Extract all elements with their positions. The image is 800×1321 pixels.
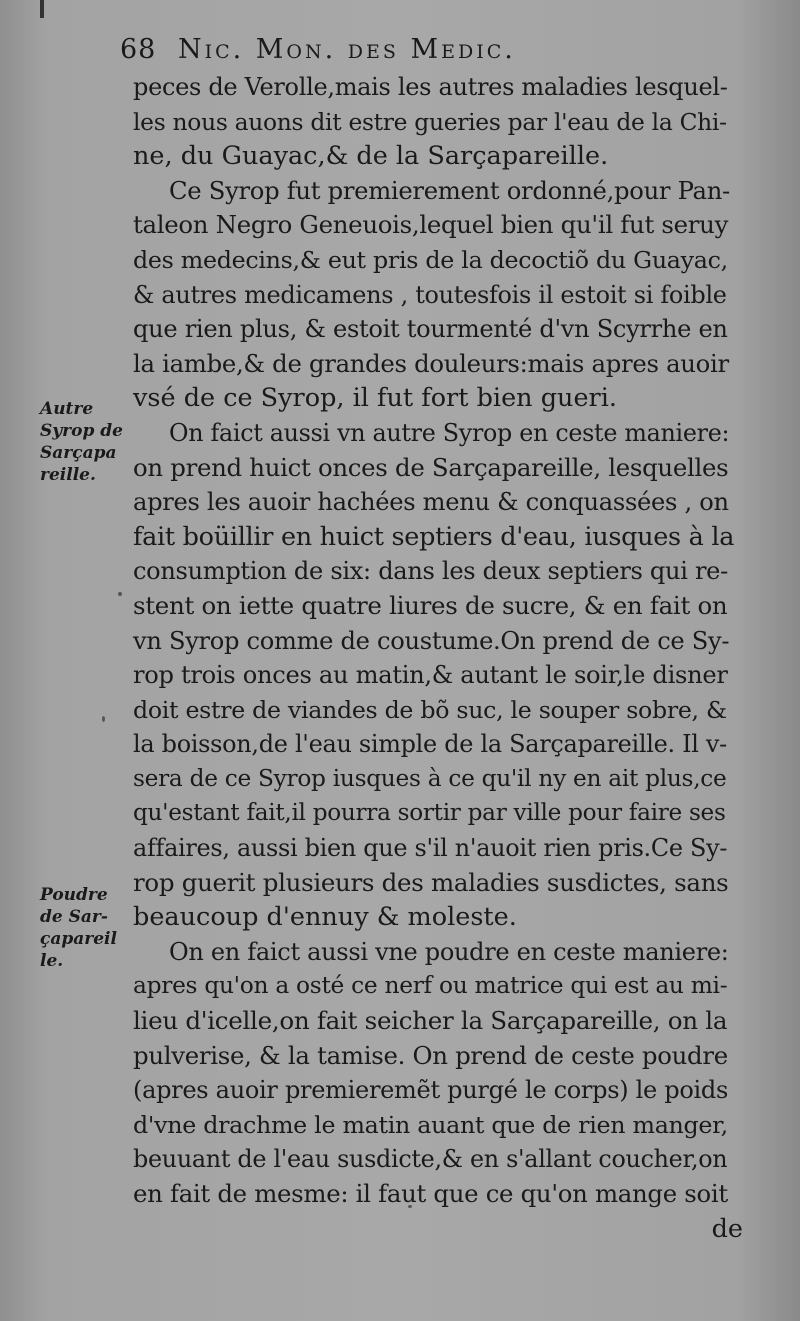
text-line: beuuant de l'eau susdicte,& en s'allant coucher,on: [133, 1145, 728, 1174]
text-line: & autres medicamens , toutesfois il estoit si foible: [133, 280, 727, 309]
catchword: de: [711, 1213, 743, 1244]
text-line: la boisson,de l'eau simple de la Sarçapareille. Il v-: [133, 730, 727, 759]
body-text: [133, 70, 743, 1246]
text-line: doit estre de viandes de bõ suc, le souper sobre, &: [133, 695, 727, 724]
text-line: On en faict aussi vne poudre en ceste maniere:: [169, 937, 729, 966]
text-line: vsé de ce Syrop, il fut fort bien gueri.: [133, 383, 617, 414]
margin-note-line: Syrop de: [40, 421, 123, 441]
text-line: lieu d'icelle,on fait seicher la Sarçapareille, on la: [133, 1006, 728, 1036]
margin-note-line: Poudre: [40, 885, 108, 905]
margin-note-line: Sarçapa: [40, 443, 117, 463]
binding-mark: [40, 0, 44, 18]
text-line: rop trois onces au matin,& autant le soir,le disner: [133, 661, 728, 690]
text-line: peces de Verolle,mais les autres maladies lesquel-: [133, 73, 728, 101]
text-line: vn Syrop comme de coustume.On prend de ce Sy-: [133, 626, 730, 655]
ink-speck: [118, 592, 122, 596]
text-line: les nous auons dit estre gueries par l'eau de la Chi-: [133, 107, 727, 136]
margin-note-line: de Sar-: [40, 907, 108, 927]
text-line: Ce Syrop fut premierement ordonné,pour Pan-: [169, 175, 730, 205]
text-line: fait boüillir en huict septiers d'eau, iusques à la: [133, 521, 735, 552]
text-line: affaires, aussi bien que s'il n'auoit rien pris.Ce Sy-: [133, 834, 728, 863]
running-header: [120, 34, 660, 70]
margin-note-syrop: [40, 398, 128, 486]
text-line: apres qu'on a osté ce nerf ou matrice qui est au mi-: [133, 972, 728, 1000]
text-line: on prend huict onces de Sarçapareille, lesquelles: [133, 452, 729, 482]
text-line: taleon Negro Geneuois,lequel bien qu'il fut seruy: [133, 210, 729, 240]
text-line: beaucoup d'ennuy & moleste.: [133, 902, 517, 933]
margin-note-line: reille.: [40, 465, 96, 485]
text-line: que rien plus, & estoit tourmenté d'vn Scyrrhe en: [133, 315, 728, 344]
text-line: apres les auoir hachées menu & conquassées , on: [133, 488, 729, 517]
ink-speck: [102, 716, 105, 722]
margin-note-line: çapareil: [40, 929, 117, 949]
margin-note-line: le.: [40, 951, 64, 971]
text-line: stent on iette quatre liures de sucre, & en fait on: [133, 590, 728, 620]
running-title: Nic. Mon. des Medic.: [177, 34, 516, 65]
text-line: On faict aussi vn autre Syrop en ceste maniere:: [169, 418, 730, 447]
text-line: rop guerit plusieurs des maladies susdictes, sans: [133, 867, 729, 897]
text-line: en fait de mesme: il faut que ce qu'on mange soit: [133, 1179, 728, 1208]
margin-note-line: Autre: [40, 399, 94, 419]
page-number: 68: [120, 34, 157, 65]
text-line: consumption de six: dans les deux septiers qui re-: [133, 557, 728, 586]
margin-note-poudre: [40, 884, 128, 972]
text-line: la iambe,& de grandes douleurs:mais apres auoir: [133, 348, 729, 378]
text-line: des medecins,& eut pris de la decoctiõ du Guayac,: [133, 245, 728, 274]
text-line: pulverise, & la tamise. On prend de ceste poudre: [133, 1040, 728, 1070]
text-line: ne, du Guayac,& de la Sarçapareille.: [133, 141, 609, 172]
text-line: qu'estant fait,il pourra sortir par ville pour faire ses: [133, 799, 726, 827]
text-line: (apres auoir premieremẽt purgé le corps) le poids: [133, 1076, 729, 1105]
text-line: sera de ce Syrop iusques à ce qu'il ny en ait plus,ce: [133, 764, 727, 792]
text-line: d'vne drachme le matin auant que de rien manger,: [133, 1110, 728, 1139]
